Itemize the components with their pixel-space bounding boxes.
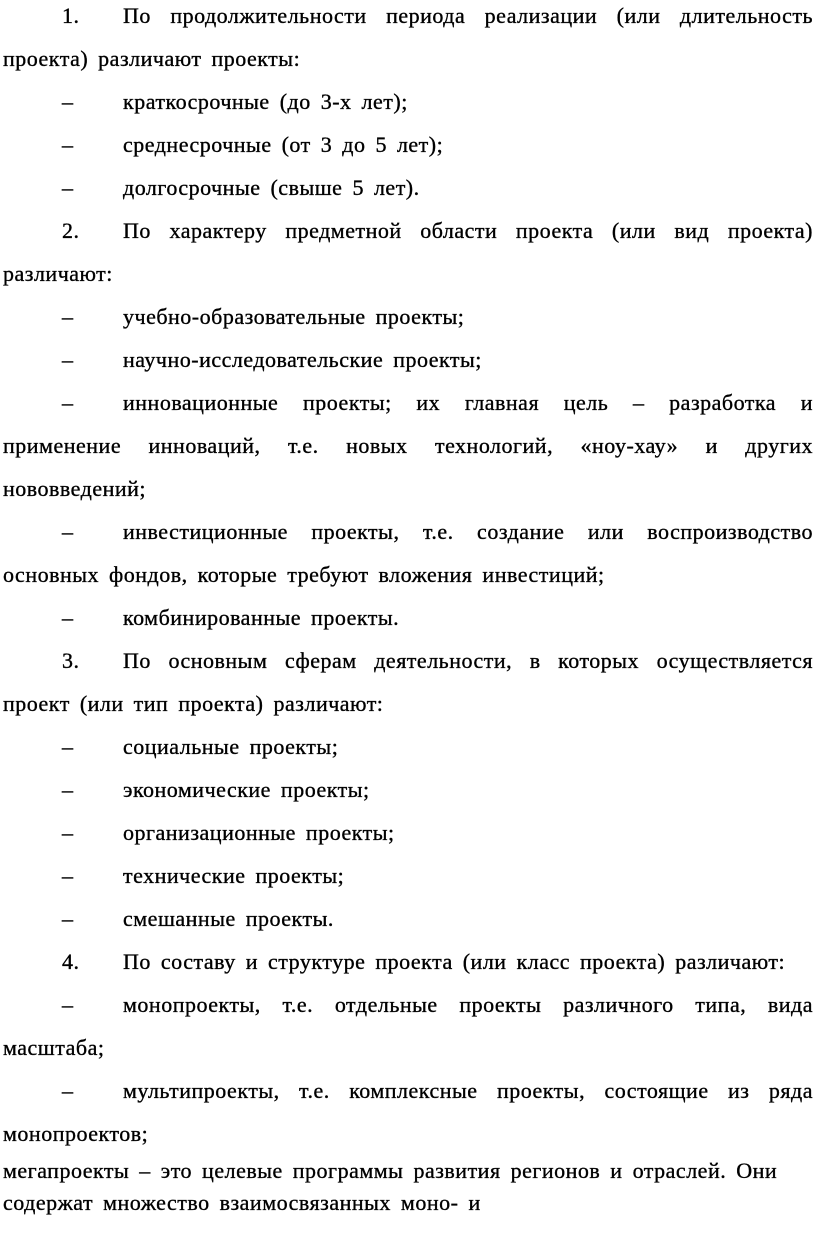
paragraph-text: По составу и структуре проекта (или класс проекта) различают: — [123, 949, 786, 974]
bullet-text: мультипроекты, т.е. комплексные проекты, состоящие из ряда монопроектов; — [3, 1078, 813, 1146]
dash-bullet: – — [62, 777, 74, 802]
bullet-item — [3, 80, 813, 123]
dash-bullet: – — [62, 1078, 74, 1103]
paragraph-text: По основным сферам деятельности, в которых осуществляется проект (или тип проекта) различают: — [3, 648, 813, 716]
bullet-item — [3, 854, 813, 897]
dash-bullet: – — [62, 605, 74, 630]
dash-bullet: – — [62, 89, 74, 114]
dash-bullet: – — [62, 820, 74, 845]
bullet-item — [3, 725, 813, 768]
dash-bullet: – — [62, 734, 74, 759]
bullet-text: смешанные проекты. — [123, 906, 334, 931]
bullet-text: научно-исследовательские проекты; — [123, 347, 482, 372]
bullet-text: инновационные проекты; их главная цель – разработка и применение инноваций, т.е. новых технологий, «ноу-хау» и других нововведений; — [3, 390, 813, 501]
dash-bullet: – — [62, 304, 74, 329]
numbered-paragraph-2 — [3, 209, 813, 295]
paragraph-text: По характеру предметной области проекта (или вид проекта) различают: — [3, 218, 813, 286]
bullet-item — [3, 1069, 813, 1155]
numbered-paragraph-3 — [3, 639, 813, 725]
bullet-item — [3, 123, 813, 166]
bullet-text: инвестиционные проекты, т.е. создание или воспроизводство основных фондов, которые требуют вложения инвестиций; — [3, 519, 813, 587]
bullet-text: долгосрочные (свыше 5 лет). — [123, 175, 420, 200]
dash-bullet: – — [62, 906, 74, 931]
bullet-text: экономические проекты; — [123, 777, 370, 802]
paragraph-text: мегапроекты – это целевые программы развития регионов и отраслей. Они содержат множество взаимосвязанных моно- и — [3, 1158, 778, 1215]
list-number: 4. — [62, 949, 80, 974]
dash-bullet: – — [62, 175, 74, 200]
bullet-text: среднесрочные (от 3 до 5 лет); — [123, 132, 444, 157]
dash-bullet: – — [62, 347, 74, 372]
bullet-item — [3, 381, 813, 510]
bullet-item — [3, 510, 813, 596]
paragraph-text: По продолжительности периода реализации (или длительность проекта) различают проекты: — [3, 3, 813, 71]
dash-bullet: – — [62, 519, 74, 544]
numbered-paragraph-4 — [3, 940, 813, 983]
dash-bullet: – — [62, 863, 74, 888]
dash-bullet: – — [62, 132, 74, 157]
plain-paragraph-megaprojects — [3, 1155, 813, 1219]
bullet-text: комбинированные проекты. — [123, 605, 400, 630]
dash-bullet: – — [62, 992, 74, 1017]
bullet-item — [3, 596, 813, 639]
bullet-text: учебно-образовательные проекты; — [123, 304, 465, 329]
bullet-item — [3, 338, 813, 381]
bullet-text: монопроекты, т.е. отдельные проекты различного типа, вида масштаба; — [3, 992, 813, 1060]
bullet-item — [3, 811, 813, 854]
bullet-item — [3, 768, 813, 811]
bullet-item — [3, 897, 813, 940]
numbered-paragraph-1 — [3, 0, 813, 80]
dash-bullet: – — [62, 390, 74, 415]
list-number: 3. — [62, 648, 80, 673]
bullet-text: организационные проекты; — [123, 820, 395, 845]
list-number: 2. — [62, 218, 80, 243]
bullet-text: технические проекты; — [123, 863, 345, 888]
bullet-item — [3, 983, 813, 1069]
bullet-text: социальные проекты; — [123, 734, 339, 759]
list-number: 1. — [62, 3, 80, 28]
bullet-item — [3, 166, 813, 209]
bullet-item — [3, 295, 813, 338]
bullet-text: краткосрочные (до 3-х лет); — [123, 89, 408, 114]
